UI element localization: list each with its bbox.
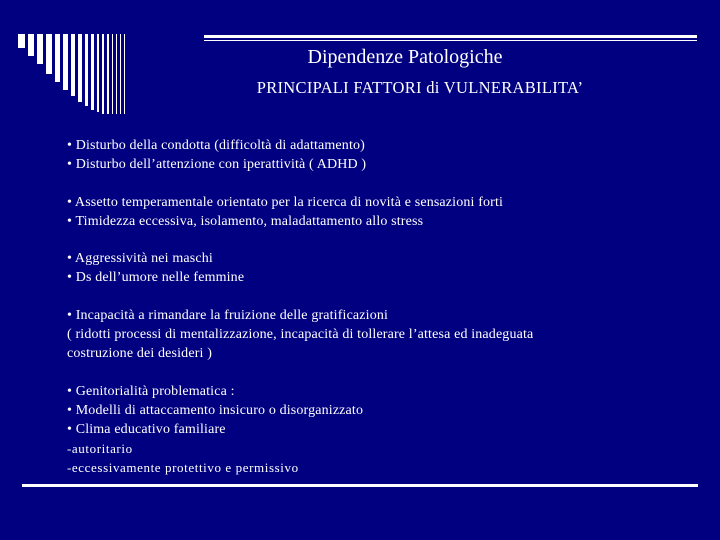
decorative-bar (91, 34, 94, 110)
decorative-bar (112, 34, 113, 114)
slide-title: Dipendenze Patologiche (307, 46, 503, 68)
factor-line: • Disturbo dell’attenzione con iperattività ( ADHD ) (67, 157, 367, 172)
factor-group (67, 306, 707, 363)
factor-subline: -autoritario (67, 441, 133, 456)
factor-line: • Genitorialità problematica : (67, 384, 235, 399)
decorative-bar (85, 34, 88, 106)
bottom-rule (22, 484, 698, 487)
decorative-bar (102, 34, 104, 114)
factor-line: • Clima educativo familiare (67, 422, 226, 437)
top-rule-thin (204, 40, 697, 41)
factor-line: ( ridotti processi di mentalizzazione, incapacità di tollerare l’attesa ed inadeguata (67, 327, 534, 342)
decorative-bar (71, 34, 75, 96)
factor-line: • Ds dell’umore nelle femmine (67, 270, 245, 285)
factor-line: • Modelli di attaccamento insicuro o disorganizzato (67, 403, 364, 418)
decorative-bar (63, 34, 68, 90)
decorative-bar (120, 34, 121, 114)
factor-subline: -eccessivamente protettivo e permissivo (67, 460, 299, 475)
decorative-bars (18, 34, 202, 114)
decorative-bar (116, 34, 117, 114)
factor-group (67, 136, 707, 174)
decorative-bar (97, 34, 99, 112)
decorative-bar (107, 34, 109, 114)
factor-group (67, 382, 707, 477)
decorative-bar (78, 34, 82, 102)
decorative-bar (46, 34, 52, 74)
decorative-bar (37, 34, 43, 64)
decorative-bar (18, 34, 25, 48)
slide-body (67, 136, 707, 477)
factor-group (67, 249, 707, 287)
top-rule (204, 35, 697, 38)
factor-group (67, 193, 707, 231)
decorative-bar (124, 34, 125, 114)
factor-line: costruzione dei desideri ) (67, 346, 213, 361)
factor-line: • Disturbo della condotta (difficoltà di adattamento) (67, 138, 365, 153)
factor-line: • Aggressività nei maschi (67, 251, 213, 266)
factor-line: • Timidezza eccessiva, isolamento, maladattamento allo stress (67, 214, 424, 229)
factor-line: • Incapacità a rimandare la fruizione delle gratificazioni (67, 308, 389, 323)
decorative-bar (28, 34, 34, 56)
factor-line: • Assetto temperamentale orientato per la ricerca di novità e sensazioni forti (67, 195, 504, 210)
decorative-bar (55, 34, 60, 82)
slide-subtitle: PRINCIPALI FATTORI di VULNERABILITA’ (256, 78, 584, 97)
